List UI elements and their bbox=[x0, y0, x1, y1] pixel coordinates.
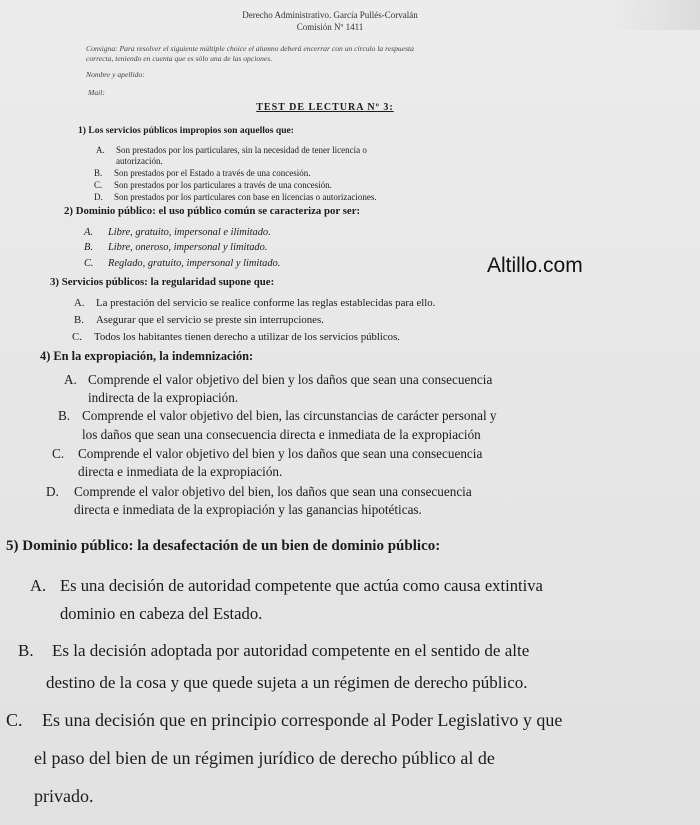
question-4-option-c bbox=[52, 446, 482, 462]
option-letter: A. bbox=[64, 372, 77, 387]
option-text: Reglado, gratuito, impersonal y limitado. bbox=[108, 258, 281, 269]
option-text: Es la decisión adoptada por autoridad competente en el sentido de alte bbox=[52, 641, 530, 660]
question-4-option-b-cont: los daños que sean una consecuencia directa e inmediata de la expropiación bbox=[82, 427, 481, 442]
question-4-option-c-cont: directa e inmediata de la expropiación. bbox=[78, 464, 283, 479]
altillo-watermark: Altillo.com bbox=[487, 254, 583, 277]
option-text: Son prestados por los particulares a través de una concesión. bbox=[114, 180, 332, 190]
mail-label: Mail: bbox=[88, 88, 105, 97]
instructions-line-2: correcta, teniendo en cuenta que es sólo una de las opciones. bbox=[86, 54, 273, 63]
question-1-option-b bbox=[94, 168, 310, 178]
question-1: 1) Los servicios públicos impropios son aquellos que: bbox=[78, 125, 294, 136]
option-letter: A. bbox=[96, 145, 105, 155]
question-5: 5) Dominio público: la desafectación de un bien de dominio público: bbox=[6, 538, 441, 554]
question-2-option-b bbox=[84, 242, 267, 253]
instructions-line-1: Consigna: Para resolver el siguiente múltiple choice el alumno deberá encerrar con un círculo la respuesta bbox=[86, 44, 414, 53]
name-label: Nombre y apellido: bbox=[86, 70, 145, 79]
test-title: TEST DE LECTURA Nº 3: bbox=[256, 102, 394, 113]
option-letter: B. bbox=[58, 408, 71, 423]
option-text: Comprende el valor objetivo del bien, los daños que sean una consecuencia bbox=[74, 484, 472, 499]
option-text: Comprende el valor objetivo del bien y los daños que sean una consecuencia bbox=[78, 446, 483, 461]
question-4-option-b bbox=[58, 408, 497, 424]
question-5-option-b-cont: destino de la cosa y que quede sujeta a un régimen de derecho público. bbox=[46, 673, 528, 692]
option-letter: C. bbox=[72, 331, 82, 343]
question-3-option-b bbox=[74, 314, 324, 326]
question-4-option-a bbox=[64, 372, 492, 388]
option-text: Son prestados por los particulares con base en licencias o autorizaciones. bbox=[114, 192, 377, 202]
option-letter: B. bbox=[84, 242, 93, 253]
question-2-option-c bbox=[84, 258, 280, 269]
question-1-option-c bbox=[94, 180, 332, 190]
question-2: 2) Dominio público: el uso público común se caracteriza por ser: bbox=[64, 205, 361, 217]
option-letter: C. bbox=[94, 180, 103, 190]
option-letter: D. bbox=[94, 192, 103, 202]
option-text: Libre, oneroso, impersonal y limitado. bbox=[108, 242, 268, 253]
question-5-option-a bbox=[30, 576, 543, 596]
option-letter: B. bbox=[18, 641, 34, 660]
question-5-option-c-cont-2: privado. bbox=[34, 786, 94, 806]
option-letter: B. bbox=[74, 314, 84, 326]
option-letter: D. bbox=[46, 484, 59, 499]
option-letter: A. bbox=[30, 576, 47, 595]
question-4-option-d bbox=[46, 484, 472, 500]
option-text: Asegurar que el servicio se preste sin interrupciones. bbox=[96, 314, 324, 326]
option-letter: C. bbox=[6, 710, 23, 730]
option-letter: B. bbox=[94, 168, 103, 178]
option-text: Es una decisión que en principio corresponde al Poder Legislativo y que bbox=[42, 710, 563, 730]
question-4: 4) En la expropiación, la indemnización: bbox=[40, 349, 254, 363]
option-text: La prestación del servicio se realice conforme las reglas establecidas para ello. bbox=[96, 297, 436, 309]
option-letter: A. bbox=[84, 227, 93, 238]
question-1-option-a-cont: autorización. bbox=[116, 156, 163, 166]
option-letter: C. bbox=[84, 258, 94, 269]
question-5-option-c-cont: el paso del bien de un régimen jurídico de derecho público al de bbox=[34, 748, 495, 768]
option-text: Todos los habitantes tienen derecho a utilizar de los servicios públicos. bbox=[94, 331, 400, 343]
question-4-option-d-cont: directa e inmediata de la expropiación y las ganancias hipotéticas. bbox=[74, 502, 422, 517]
option-text: Es una decisión de autoridad competente que actúa como causa extintiva bbox=[60, 576, 543, 595]
question-2-option-a bbox=[84, 227, 271, 238]
question-1-option-a bbox=[96, 145, 367, 155]
option-text: Libre, gratuito, impersonal e ilimitado. bbox=[108, 227, 271, 238]
question-5-option-c bbox=[6, 710, 562, 731]
question-3: 3) Servicios públicos: la regularidad supone que: bbox=[50, 276, 275, 288]
question-5-option-b bbox=[18, 641, 529, 661]
question-5-option-a-cont: dominio en cabeza del Estado. bbox=[60, 604, 263, 623]
option-letter: C. bbox=[52, 446, 65, 461]
option-text: Comprende el valor objetivo del bien y los daños que sean una consecuencia bbox=[88, 372, 493, 387]
option-text: Son prestados por los particulares, sin la necesidad de tener licencia o bbox=[116, 145, 367, 155]
course-title: Derecho Administrativo. García Pullés-Corvalán bbox=[242, 10, 418, 20]
option-text: Comprende el valor objetivo del bien, las circunstancias de carácter personal y bbox=[82, 408, 497, 423]
question-1-option-d bbox=[94, 192, 377, 202]
option-letter: A. bbox=[74, 297, 85, 309]
question-3-option-c bbox=[72, 331, 400, 343]
commission-number: Comisión Nº 1411 bbox=[296, 22, 364, 32]
question-4-option-a-cont: indirecta de la expropiación. bbox=[88, 390, 239, 405]
option-text: Son prestados por el Estado a través de una concesión. bbox=[114, 168, 311, 178]
question-3-option-a bbox=[74, 297, 435, 309]
